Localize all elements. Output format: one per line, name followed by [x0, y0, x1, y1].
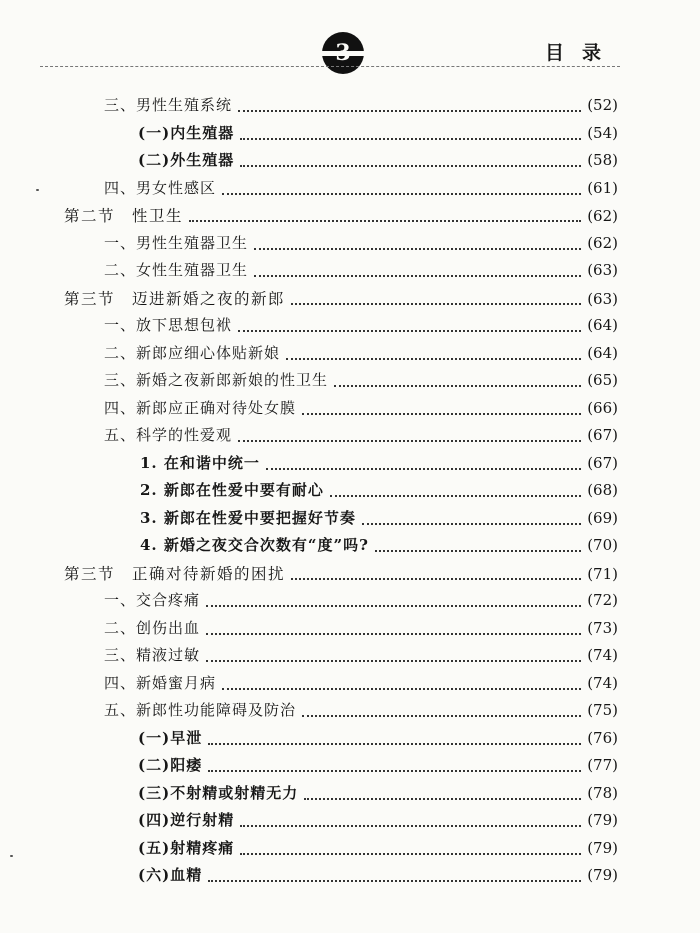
dot-leader — [206, 605, 581, 607]
toc-entry-title: 第二节 性卫生 — [64, 207, 184, 225]
toc-entry-title: (二)阳痿 — [138, 756, 203, 774]
toc-entry — [104, 617, 618, 643]
toc-entry-title: 五、新郎性功能障碍及防治 — [104, 701, 297, 719]
dot-leader — [222, 193, 581, 195]
toc-entry-title: (五)射精疼痛 — [138, 838, 235, 857]
toc-entry — [138, 727, 618, 753]
toc-entry-page: (77) — [587, 756, 618, 774]
toc-entry-page: (76) — [587, 728, 618, 747]
toc-entry — [138, 837, 618, 863]
toc-entry-page: (67) — [587, 426, 618, 444]
toc-entry-title: (四)逆行射精 — [138, 811, 235, 829]
toc-entry-page: (70) — [587, 536, 618, 554]
toc-entry — [138, 149, 618, 175]
toc-entry-page: (79) — [587, 866, 618, 884]
toc-entry — [138, 809, 618, 835]
dot-leader — [208, 743, 581, 745]
dot-leader — [206, 660, 581, 662]
toc-entry-title: 一、交合疼痛 — [104, 591, 201, 609]
dot-leader — [330, 495, 581, 497]
dot-leader — [291, 303, 581, 305]
toc-entry — [104, 369, 618, 395]
toc-entry — [104, 342, 618, 368]
toc-entry — [104, 699, 618, 725]
toc-entry-title: 3. 新郎在性爱中要把握好节奏 — [140, 508, 356, 527]
dot-leader — [254, 248, 581, 250]
toc-entry-page: (66) — [587, 398, 618, 417]
toc-entry-page: (79) — [587, 838, 618, 857]
dot-leader — [189, 220, 581, 222]
dot-leader — [238, 110, 581, 112]
toc-entry — [140, 452, 618, 478]
toc-entry-page: (62) — [587, 207, 618, 225]
toc-entry-title: 第三节 正确对待新婚的困扰 — [64, 564, 286, 583]
toc-entry — [140, 479, 618, 505]
toc-entry-title: 四、新婚蜜月病 — [104, 673, 217, 692]
scan-speck — [36, 189, 39, 191]
toc-entry-page: (79) — [587, 811, 618, 829]
toc-entry-page: (64) — [587, 343, 618, 362]
toc-entry-page: (52) — [587, 96, 618, 114]
toc-entry — [64, 204, 618, 230]
toc-entry-title: 一、男性生殖器卫生 — [104, 233, 249, 252]
toc-entry-page: (63) — [587, 289, 618, 308]
toc-entry-title: 一、放下思想包袱 — [104, 316, 233, 334]
toc-entry-title: 4. 新婚之夜交合次数有“度”吗? — [140, 536, 369, 554]
toc-entry-title: (六)血精 — [138, 866, 203, 884]
toc-entry — [104, 314, 618, 340]
dot-leader — [302, 413, 581, 415]
toc-entry — [140, 534, 618, 560]
toc-entry-title: 第三节 迈进新婚之夜的新郎 — [64, 289, 286, 308]
toc-entry — [104, 397, 618, 423]
toc-entry-title: 2. 新郎在性爱中要有耐心 — [140, 481, 324, 499]
dot-leader — [362, 523, 581, 525]
scan-speck — [10, 855, 13, 857]
toc-entry — [140, 507, 618, 533]
dot-leader — [222, 688, 581, 690]
toc-entry-title: (三)不射精或射精无力 — [138, 783, 299, 802]
dot-leader — [208, 770, 581, 772]
toc-entry-title: (一)内生殖器 — [138, 123, 235, 142]
toc-entry-page: (71) — [587, 564, 618, 583]
dot-leader — [240, 853, 581, 855]
page-number: 3 — [335, 40, 351, 66]
toc-entry-title: 二、新郎应细心体贴新娘 — [104, 343, 281, 362]
toc-entry-page: (65) — [587, 371, 618, 389]
toc-entry-title: 四、男女性感区 — [104, 178, 217, 197]
header-title: 目录 — [545, 42, 620, 64]
dot-leader — [266, 468, 581, 470]
toc-entry-title: 三、新婚之夜新郎新娘的性卫生 — [104, 371, 329, 389]
toc-entry-page: (63) — [587, 261, 618, 279]
toc-entry-title: 三、精液过敏 — [104, 646, 201, 664]
toc-entry-page: (78) — [587, 783, 618, 802]
toc-entry-page: (69) — [587, 508, 618, 527]
header-rule — [40, 66, 620, 67]
toc-entry — [104, 94, 618, 120]
dot-leader — [334, 385, 581, 387]
dot-leader — [240, 825, 581, 827]
toc-entry-page: (58) — [587, 151, 618, 169]
toc-entry — [104, 672, 618, 698]
toc-entry-title: 三、男性生殖系统 — [104, 96, 233, 114]
toc-entry — [138, 122, 618, 148]
dot-leader — [375, 550, 581, 552]
dot-leader — [304, 798, 581, 800]
dot-leader — [238, 330, 581, 332]
toc-entry-title: (一)早泄 — [138, 728, 203, 747]
toc-entry-title: (二)外生殖器 — [138, 151, 235, 169]
toc-entry — [104, 177, 618, 203]
toc-entry — [104, 589, 618, 615]
dot-leader — [291, 578, 581, 580]
toc-entry-page: (68) — [587, 481, 618, 499]
toc-entry-page: (72) — [587, 591, 618, 609]
toc-entry-page: (61) — [587, 178, 618, 197]
toc-entry-page: (54) — [587, 123, 618, 142]
toc-entry — [64, 562, 618, 588]
toc-entry — [138, 782, 618, 808]
toc-entry-page: (74) — [587, 646, 618, 664]
toc-entry-title: 二、女性生殖器卫生 — [104, 261, 249, 279]
toc-entry — [104, 232, 618, 258]
toc-entry — [64, 287, 618, 313]
dot-leader — [302, 715, 581, 717]
toc-entry — [104, 644, 618, 670]
toc-entry-title: 二、创伤出血 — [104, 618, 201, 637]
page-number-badge — [322, 32, 364, 74]
toc-entry-page: (64) — [587, 316, 618, 334]
dot-leader — [240, 138, 581, 140]
toc-entry-page: (67) — [587, 453, 618, 472]
toc-entry-page: (75) — [587, 701, 618, 719]
dot-leader — [254, 275, 581, 277]
toc-entry — [138, 864, 618, 890]
dot-leader — [240, 165, 581, 167]
toc-entry — [104, 259, 618, 285]
dot-leader — [238, 440, 581, 442]
dot-leader — [286, 358, 581, 360]
toc-entry — [138, 754, 618, 780]
toc-entry-page: (62) — [587, 233, 618, 252]
toc-entry-page: (73) — [587, 618, 618, 637]
toc-entry-title: 1. 在和谐中统一 — [140, 453, 260, 472]
dot-leader — [206, 633, 581, 635]
toc-entry-title: 四、新郎应正确对待处女膜 — [104, 398, 297, 417]
toc-entry-title: 五、科学的性爱观 — [104, 426, 233, 444]
toc-entry-page: (74) — [587, 673, 618, 692]
dot-leader — [208, 880, 581, 882]
toc-entry — [104, 424, 618, 450]
